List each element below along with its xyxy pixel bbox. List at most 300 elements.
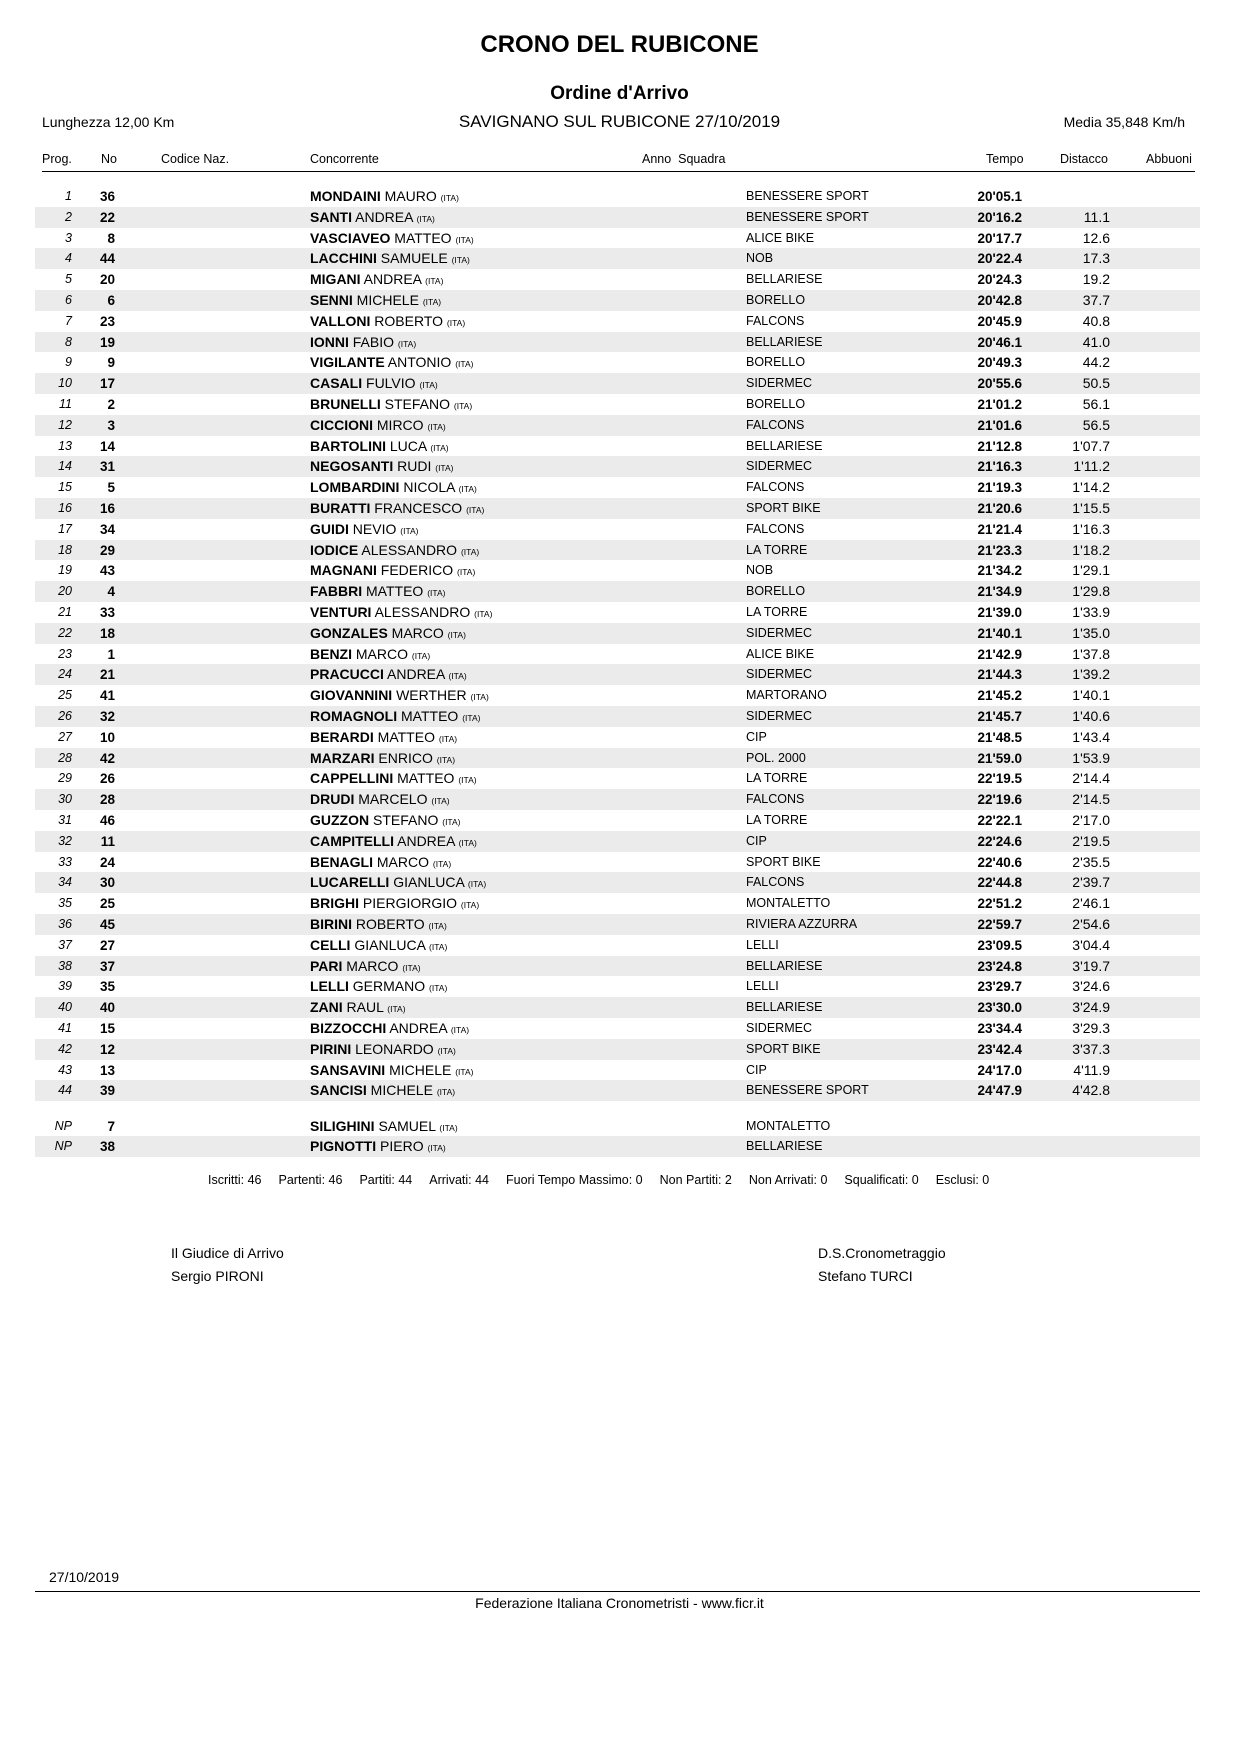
- row-competitor: [310, 439, 449, 456]
- row-time: 21'20.6: [977, 501, 1022, 516]
- row-team: BELLARIESE: [746, 438, 823, 453]
- row-surname: LOMBARDINI: [310, 479, 400, 496]
- row-nationality: (ITA): [458, 484, 477, 495]
- row-competitor: [310, 855, 451, 872]
- row-gap: 1'29.1: [1072, 562, 1110, 579]
- row-competitor: [310, 813, 461, 830]
- table-row: [35, 498, 1200, 519]
- stat-item: Partenti: 46: [278, 1173, 343, 1187]
- row-gap: 1'39.2: [1072, 666, 1110, 683]
- row-competitor: [310, 251, 470, 268]
- row-surname: BRIGHI: [310, 895, 359, 912]
- row-surname: MAGNANI: [310, 562, 377, 579]
- row-bib-number: 23: [99, 313, 115, 329]
- row-team: SIDERMEC: [746, 459, 812, 474]
- row-competitor: [310, 314, 465, 331]
- row-prog: 41: [58, 1021, 72, 1035]
- row-firstname: GIANLUCA: [389, 874, 468, 891]
- race-average: Media 35,848 Km/h: [1063, 114, 1185, 130]
- table-row: [35, 789, 1200, 810]
- row-team: ALICE BIKE: [746, 230, 815, 245]
- row-team: BELLARIESE: [746, 1000, 823, 1015]
- row-time: 21'01.2: [977, 397, 1022, 412]
- row-team: ALICE BIKE: [746, 646, 815, 661]
- row-firstname: MARCO: [387, 624, 448, 641]
- row-team: MARTORANO: [746, 688, 827, 703]
- row-time: 20'22.4: [977, 251, 1022, 267]
- row-nationality: (ITA): [460, 900, 480, 911]
- row-time: 20'17.7: [977, 230, 1022, 246]
- row-gap: 1'18.2: [1072, 541, 1110, 558]
- table-row: [35, 373, 1200, 394]
- row-time: 21'34.2: [977, 563, 1022, 579]
- table-row: [35, 872, 1200, 893]
- table-row: [35, 248, 1200, 269]
- row-competitor: [310, 376, 438, 393]
- row-team: SIDERMEC: [746, 376, 812, 391]
- row-nationality: (ITA): [435, 463, 454, 474]
- row-nationality: (ITA): [430, 442, 449, 453]
- row-firstname: ANDREA: [383, 666, 449, 683]
- row-gap: 4'11.9: [1073, 1061, 1110, 1078]
- row-nationality: (ITA): [429, 983, 448, 994]
- row-firstname: RUDI: [393, 458, 436, 475]
- row-surname: BENZI: [310, 645, 352, 662]
- row-bib-number: 37: [99, 958, 115, 974]
- row-gap: 1'07.7: [1072, 437, 1110, 454]
- row-prog: 43: [58, 1062, 72, 1077]
- row-competitor: [310, 335, 416, 352]
- row-firstname: PIERO: [376, 1138, 428, 1155]
- row-bib-number: 44: [99, 251, 115, 267]
- row-firstname: ANDREA: [360, 271, 426, 288]
- row-competitor: [310, 834, 477, 851]
- row-nationality: (ITA): [438, 733, 458, 744]
- stat-item: Esclusi: 0: [935, 1173, 990, 1187]
- row-time: 23'29.7: [977, 979, 1022, 995]
- row-gap: 1'16.3: [1072, 520, 1110, 537]
- row-competitor: [310, 418, 446, 435]
- row-surname: SENNI: [310, 292, 353, 308]
- row-gap: 12.6: [1082, 229, 1110, 246]
- row-gap: 1'11.2: [1073, 458, 1110, 475]
- row-bib-number: 26: [99, 771, 115, 787]
- row-competitor: [310, 917, 447, 934]
- table-row: [35, 727, 1200, 748]
- row-surname: CASALI: [310, 375, 363, 392]
- row-time: 23'30.0: [977, 1000, 1022, 1016]
- row-competitor: [310, 896, 479, 913]
- row-firstname: SAMUELE: [376, 250, 452, 267]
- stat-item: Fuori Tempo Massimo: 0: [506, 1173, 643, 1187]
- row-prog: 11: [59, 397, 72, 411]
- row-firstname: MAURO: [380, 188, 441, 204]
- page-title: CRONO DEL RUBICONE: [480, 31, 759, 58]
- row-surname: BRUNELLI: [310, 396, 381, 412]
- row-bib-number: 38: [99, 1139, 115, 1155]
- row-prog: 13: [58, 438, 72, 453]
- row-team: SPORT BIKE: [746, 1041, 821, 1056]
- row-bib-number: 21: [99, 667, 115, 683]
- row-time: 21'23.3: [977, 542, 1022, 558]
- row-bib-number: 7: [107, 1118, 115, 1134]
- table-row: [35, 477, 1200, 498]
- row-competitor: [310, 979, 447, 996]
- row-prog: 18: [58, 542, 72, 557]
- row-nationality: (ITA): [437, 1045, 456, 1056]
- footer-date: 27/10/2019: [49, 1569, 120, 1585]
- row-team: BENESSERE SPORT: [746, 1083, 869, 1098]
- col-concorrente: Concorrente: [310, 152, 379, 166]
- table-row: [35, 852, 1200, 873]
- row-time: 23'24.8: [977, 958, 1022, 974]
- row-nationality: (ITA): [411, 650, 431, 661]
- row-bib-number: 39: [99, 1083, 115, 1099]
- row-bib-number: 12: [99, 1041, 115, 1057]
- row-competitor: [310, 293, 441, 310]
- row-surname: BARTOLINI: [310, 437, 386, 454]
- table-row: [35, 560, 1200, 581]
- row-time: 21'39.0: [977, 605, 1022, 620]
- row-prog: 2: [65, 209, 72, 224]
- row-time: 22'19.6: [977, 792, 1022, 808]
- row-competitor: [310, 1042, 456, 1059]
- stat-item: Squalificati: 0: [844, 1173, 919, 1187]
- col-codice: Codice Naz.: [161, 152, 230, 166]
- row-competitor: [310, 938, 447, 955]
- row-bib-number: 18: [99, 625, 115, 641]
- row-surname: CELLI: [310, 936, 351, 953]
- table-row: [35, 1116, 1200, 1137]
- row-nationality: (ITA): [462, 713, 481, 723]
- row-firstname: PIERGIORGIO: [359, 895, 461, 912]
- row-competitor: [310, 605, 492, 622]
- row-time: 21'40.1: [977, 625, 1022, 641]
- row-competitor: [310, 647, 430, 664]
- row-team: BORELLO: [746, 355, 806, 370]
- row-surname: BIRINI: [310, 916, 352, 932]
- row-surname: GUZZON: [310, 812, 370, 828]
- row-team: SIDERMEC: [746, 1021, 812, 1035]
- row-gap: 56.5: [1082, 416, 1110, 433]
- row-nationality: (ITA): [427, 1143, 446, 1154]
- table-row: [35, 935, 1200, 956]
- col-prog: Prog.: [42, 152, 72, 166]
- row-surname: PIGNOTTI: [310, 1138, 377, 1155]
- table-row: [35, 956, 1200, 977]
- row-competitor: [310, 272, 443, 289]
- row-bib-number: 43: [99, 563, 115, 579]
- row-prog: 14: [58, 459, 72, 474]
- row-prog: 32: [58, 833, 72, 848]
- row-time: 21'48.5: [977, 729, 1022, 745]
- row-prog: 4: [65, 251, 72, 266]
- row-nationality: (ITA): [432, 858, 452, 869]
- row-competitor: [310, 459, 454, 476]
- row-prog: 12: [58, 417, 72, 432]
- row-prog: 7: [65, 313, 72, 328]
- row-surname: ZANI: [310, 999, 343, 1016]
- row-competitor: [310, 1083, 455, 1100]
- row-competitor: [310, 563, 475, 580]
- row-team: LELLI: [746, 979, 779, 994]
- row-prog: 37: [58, 937, 72, 952]
- row-surname: BENAGLI: [310, 853, 373, 870]
- table-row: [35, 540, 1200, 561]
- row-surname: GONZALES: [310, 624, 388, 641]
- row-team: POL. 2000: [746, 750, 806, 765]
- stat-item: Partiti: 44: [359, 1173, 413, 1187]
- row-nationality: (ITA): [427, 588, 446, 599]
- row-competitor: [310, 189, 459, 206]
- row-time: 21'34.9: [977, 584, 1022, 600]
- row-prog: 5: [65, 272, 72, 287]
- row-prog: 35: [58, 896, 72, 911]
- row-firstname: MARCO: [342, 957, 403, 974]
- row-surname: ROMAGNOLI: [310, 708, 398, 724]
- row-prog: 28: [58, 750, 72, 765]
- row-prog: 20: [58, 584, 72, 599]
- row-firstname: MARCO: [373, 853, 433, 870]
- row-team: BELLARIESE: [746, 272, 823, 287]
- judge-name: Sergio PIRONI: [171, 1268, 264, 1284]
- row-bib-number: 5: [107, 480, 115, 496]
- table-row: [35, 311, 1200, 332]
- row-surname: IODICE: [310, 541, 359, 558]
- row-time: 24'17.0: [977, 1062, 1022, 1078]
- row-firstname: LEONARDO: [351, 1040, 438, 1057]
- row-prog: 40: [58, 1000, 72, 1015]
- row-firstname: ENRICO: [374, 749, 437, 766]
- row-bib-number: 33: [99, 605, 115, 620]
- row-nationality: (ITA): [440, 193, 459, 203]
- row-surname: MARZARI: [310, 749, 375, 766]
- row-surname: BIZZOCCHI: [310, 1020, 387, 1036]
- row-competitor: [310, 751, 455, 768]
- row-gap: 3'04.4: [1072, 936, 1110, 953]
- row-time: 22'51.2: [977, 896, 1022, 912]
- table-row: [35, 228, 1200, 249]
- row-prog: 23: [58, 646, 72, 661]
- row-firstname: ROBERTO: [370, 312, 447, 329]
- row-time: 20'49.3: [977, 355, 1022, 371]
- row-time: 23'34.4: [977, 1021, 1022, 1036]
- row-surname: VENTURI: [310, 604, 372, 620]
- row-prog: 15: [58, 480, 72, 495]
- row-surname: GUIDI: [310, 520, 349, 537]
- row-gap: 2'54.6: [1072, 916, 1110, 932]
- row-firstname: MICHELE: [366, 1082, 437, 1099]
- row-nationality: (ITA): [428, 921, 447, 931]
- row-bib-number: 11: [100, 833, 115, 849]
- row-time: 20'05.1: [977, 189, 1022, 204]
- row-gap: 11.1: [1083, 208, 1110, 225]
- row-prog: 17: [58, 521, 72, 536]
- row-prog: 31: [58, 813, 72, 827]
- row-competitor: [310, 584, 445, 601]
- row-team: CIP: [746, 833, 767, 848]
- row-competitor: [310, 730, 457, 747]
- row-prog: 3: [65, 230, 72, 245]
- footer-rule: [35, 1591, 1200, 1592]
- row-prog: 26: [58, 709, 72, 723]
- row-surname: GIOVANNINI: [310, 687, 393, 704]
- row-surname: VALLONI: [310, 312, 371, 329]
- row-firstname: ALESSANDRO: [371, 604, 475, 620]
- row-gap: 17.3: [1082, 250, 1110, 267]
- row-bib-number: 34: [99, 521, 115, 537]
- row-prog: 25: [58, 688, 72, 703]
- table-row: [35, 644, 1200, 665]
- row-gap: 1'33.9: [1072, 604, 1110, 620]
- row-bib-number: 45: [99, 917, 115, 932]
- row-firstname: MATTEO: [390, 229, 456, 246]
- row-competitor: [310, 210, 435, 227]
- table-row: [35, 810, 1200, 831]
- row-competitor: [310, 1021, 469, 1038]
- footer-org: Federazione Italiana Cronometristi - www.ficr.it: [475, 1595, 764, 1611]
- race-location-date: SAVIGNANO SUL RUBICONE 27/10/2019: [458, 112, 781, 131]
- row-firstname: MATTEO: [393, 770, 459, 787]
- row-surname: SANCISI: [310, 1082, 367, 1099]
- row-bib-number: 19: [99, 334, 115, 350]
- row-team: BENESSERE SPORT: [746, 209, 869, 224]
- row-prog: 19: [58, 563, 72, 578]
- row-competitor: [310, 1119, 458, 1136]
- row-gap: 56.1: [1082, 396, 1110, 412]
- table-row: [35, 623, 1200, 644]
- row-nationality: (ITA): [387, 1004, 406, 1015]
- row-gap: 1'37.8: [1072, 645, 1110, 662]
- table-row: [35, 602, 1200, 623]
- row-nationality: (ITA): [447, 629, 466, 640]
- row-nationality: (ITA): [455, 1066, 474, 1077]
- row-firstname: ANTONIO: [384, 354, 456, 371]
- row-surname: SILIGHINI: [310, 1117, 375, 1134]
- row-gap: 2'14.4: [1072, 770, 1110, 787]
- table-row: [35, 290, 1200, 311]
- table-row: [35, 893, 1200, 914]
- row-bib-number: 30: [99, 875, 115, 891]
- row-prog: 22: [58, 625, 72, 640]
- row-nationality: (ITA): [442, 817, 461, 827]
- row-surname: PRACUCCI: [310, 666, 384, 683]
- row-nationality: (ITA): [425, 276, 444, 287]
- row-surname: NEGOSANTI: [310, 458, 394, 475]
- row-competitor: [310, 543, 479, 560]
- row-nationality: (ITA): [474, 609, 493, 619]
- row-gap: 1'35.0: [1072, 624, 1110, 641]
- row-team: FALCONS: [746, 417, 805, 432]
- table-row: [35, 976, 1200, 997]
- row-prog: 44: [58, 1083, 72, 1098]
- row-team: BENESSERE SPORT: [746, 189, 869, 203]
- row-firstname: NEVIO: [348, 520, 401, 537]
- row-gap: 1'40.1: [1072, 687, 1110, 704]
- row-competitor: [310, 355, 473, 372]
- table-row: [35, 748, 1200, 769]
- table-row: [35, 1018, 1200, 1039]
- row-team: LA TORRE: [746, 771, 808, 786]
- row-surname: SANSAVINI: [310, 1061, 386, 1078]
- row-competitor: [310, 1000, 406, 1017]
- row-time: 21'45.2: [977, 688, 1022, 704]
- row-team: LELLI: [746, 937, 779, 952]
- row-prog: 9: [65, 355, 72, 370]
- row-surname: BURATTI: [310, 500, 371, 516]
- row-team: LA TORRE: [746, 542, 808, 557]
- row-surname: CAPPELLINI: [310, 770, 394, 787]
- row-firstname: ANDREA: [386, 1020, 451, 1036]
- row-team: NOB: [746, 251, 774, 266]
- row-firstname: STEFANO: [369, 812, 443, 828]
- row-prog: 38: [58, 958, 72, 973]
- row-nationality: (ITA): [470, 692, 489, 703]
- row-time: 21'19.3: [977, 480, 1022, 496]
- row-gap: 50.5: [1082, 375, 1110, 392]
- row-competitor: [310, 480, 477, 497]
- row-nationality: (ITA): [458, 837, 477, 848]
- table-row: [35, 456, 1200, 477]
- row-gap: 4'42.8: [1072, 1082, 1110, 1099]
- row-team: BORELLO: [746, 584, 806, 599]
- table-row: [35, 1060, 1200, 1081]
- race-length: Lunghezza 12,00 Km: [42, 114, 175, 130]
- row-bib-number: 35: [99, 979, 115, 995]
- row-competitor: [310, 792, 450, 809]
- row-gap: 1'43.4: [1072, 728, 1110, 745]
- row-firstname: MARCELO: [354, 791, 432, 808]
- row-team: SIDERMEC: [746, 625, 812, 640]
- row-bib-number: 13: [99, 1062, 115, 1078]
- row-competitor: [310, 1063, 473, 1080]
- row-firstname: GERMANO: [348, 978, 430, 995]
- row-gap: 3'37.3: [1072, 1040, 1110, 1057]
- table-row: [35, 415, 1200, 436]
- row-firstname: ANDREA: [352, 208, 417, 225]
- row-nationality: (ITA): [455, 359, 474, 370]
- row-team: BORELLO: [746, 397, 806, 411]
- row-team: NOB: [746, 563, 774, 578]
- row-nationality: (ITA): [439, 1122, 458, 1133]
- row-firstname: MATTEO: [362, 583, 428, 600]
- row-team: MONTALETTO: [746, 1118, 831, 1133]
- row-surname: DRUDI: [310, 791, 355, 808]
- row-time: 22'24.6: [977, 833, 1022, 849]
- row-team: RIVIERA AZZURRA: [746, 917, 858, 931]
- row-firstname: MARCO: [352, 645, 412, 662]
- row-nationality: (ITA): [436, 754, 456, 765]
- row-bib-number: 32: [99, 709, 115, 724]
- row-firstname: RAUL: [342, 999, 388, 1016]
- row-nationality: (ITA): [416, 213, 435, 224]
- row-nationality: (ITA): [429, 941, 448, 952]
- row-nationality: (ITA): [431, 796, 450, 807]
- row-gap: 41.0: [1082, 333, 1110, 350]
- row-firstname: SAMUEL: [374, 1117, 440, 1134]
- row-nationality: (ITA): [455, 234, 474, 245]
- table-row: [35, 352, 1200, 373]
- row-prog: 21: [58, 605, 72, 619]
- row-team: BELLARIESE: [746, 334, 823, 349]
- table-row: [35, 332, 1200, 353]
- row-prog: 6: [65, 293, 72, 307]
- row-prog: 39: [58, 979, 72, 994]
- row-time: 22'22.1: [977, 813, 1022, 828]
- table-row: [35, 831, 1200, 852]
- row-prog: 24: [58, 667, 72, 682]
- row-gap: 3'24.9: [1072, 999, 1110, 1016]
